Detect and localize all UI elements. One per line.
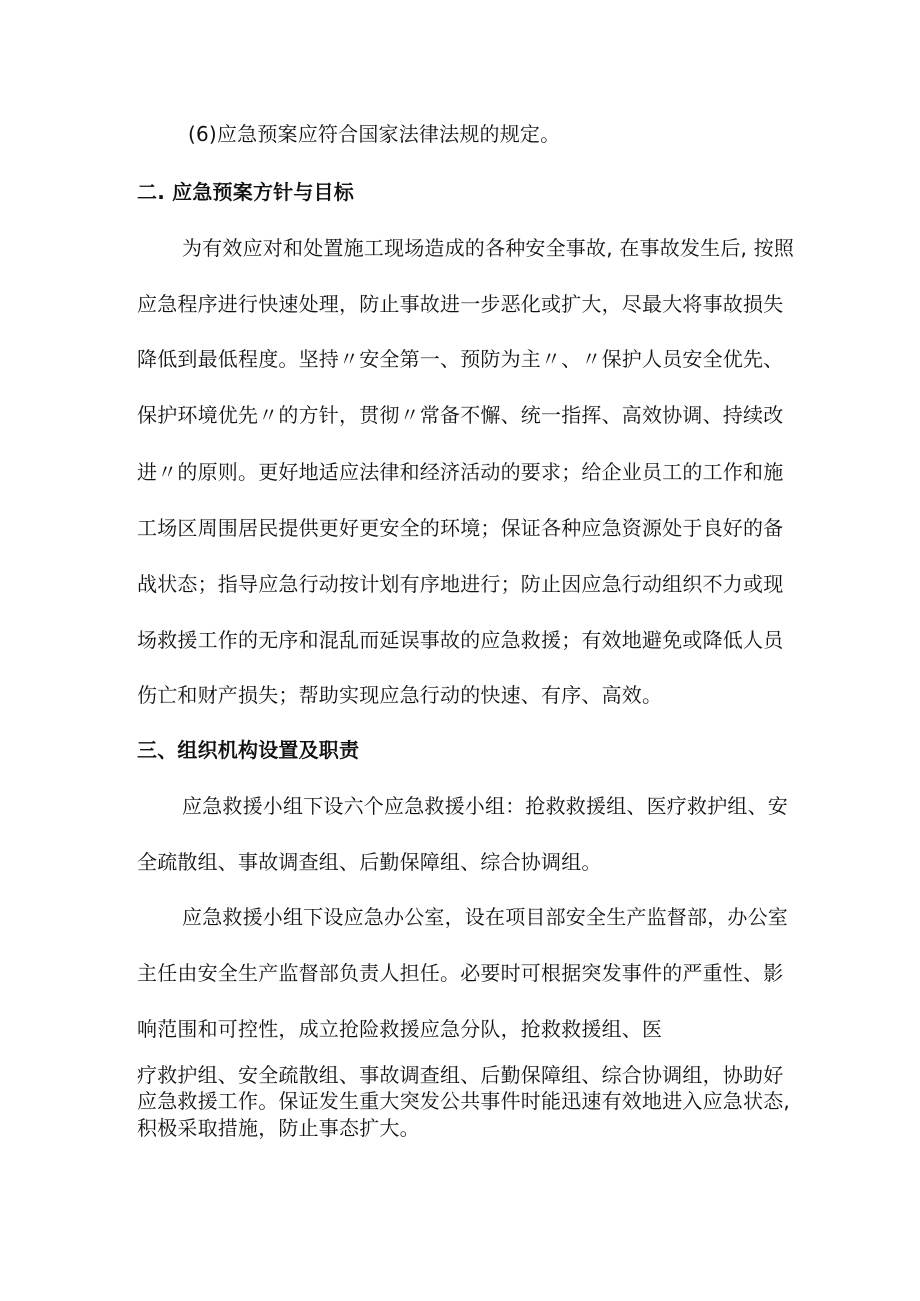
paragraph-line: 应急救援小组下设应急办公室，设在项目部安全生产监督部，办公室: [182, 905, 788, 929]
paragraph-line: 战状态；指导应急行动按计划有序地进行；防止因应急行动组织不力或现: [137, 572, 784, 596]
paragraph-line: 伤亡和财产损失；帮助实现应急行动的快速、有序、高效。: [137, 683, 663, 707]
paragraph-line: 响范围和可控性，成立抢险救援应急分队，抢救救援组、医: [137, 1017, 663, 1041]
paragraph-line: 应急程序进行快速处理，防止事故进一步恶化或扩大，尽最大将事故损失: [137, 292, 784, 316]
paragraph-line: 进〃的原则。更好地适应法律和经济活动的要求；给企业员工的工作和施: [137, 460, 784, 484]
list-item-6: (6)应急预案应符合国家法律法规的规定。: [188, 122, 561, 146]
section-heading-2: 二. 应急预案方针与目标: [137, 180, 354, 204]
paragraph-line: 积极采取措施，防止事态扩大。: [137, 1116, 420, 1140]
paragraph-line: 保护环境优先〃的方针，贯彻〃常备不懈、统一指挥、高效协调、持续改: [137, 403, 784, 427]
paragraph-line: 主任由安全生产监督部负责人担任。必要时可根据突发事件的严重性、影: [137, 961, 784, 985]
paragraph-line: 场救援工作的无序和混乱而延误事故的应急救援；有效地避免或降低人员: [137, 628, 784, 652]
paragraph-line: 疗救护组、安全疏散组、事故调查组、后勤保障组、综合协调组，协助好: [137, 1063, 784, 1087]
paragraph-line: 为有效应对和处置施工现场造成的各种安全事故, 在事故发生后, 按照: [182, 236, 795, 260]
section-heading-3: 三、组织机构设置及职责: [137, 738, 360, 762]
paragraph-line: 工场区周围居民提供更好更安全的环境；保证各种应急资源处于良好的备: [137, 516, 784, 540]
paragraph-line: 降低到最低程度。坚持〃安全第一、预防为主〃、〃保护人员安全优先、: [137, 347, 784, 371]
paragraph-line: 应急救援工作。保证发生重大突发公共事件时能迅速有效地进入应急状态,: [137, 1089, 790, 1113]
paragraph-line: 应急救援小组下设六个应急救援小组：抢救救援组、医疗救护组、安: [182, 794, 788, 818]
paragraph-line: 全疏散组、事故调查组、后勤保障组、综合协调组。: [137, 850, 602, 874]
